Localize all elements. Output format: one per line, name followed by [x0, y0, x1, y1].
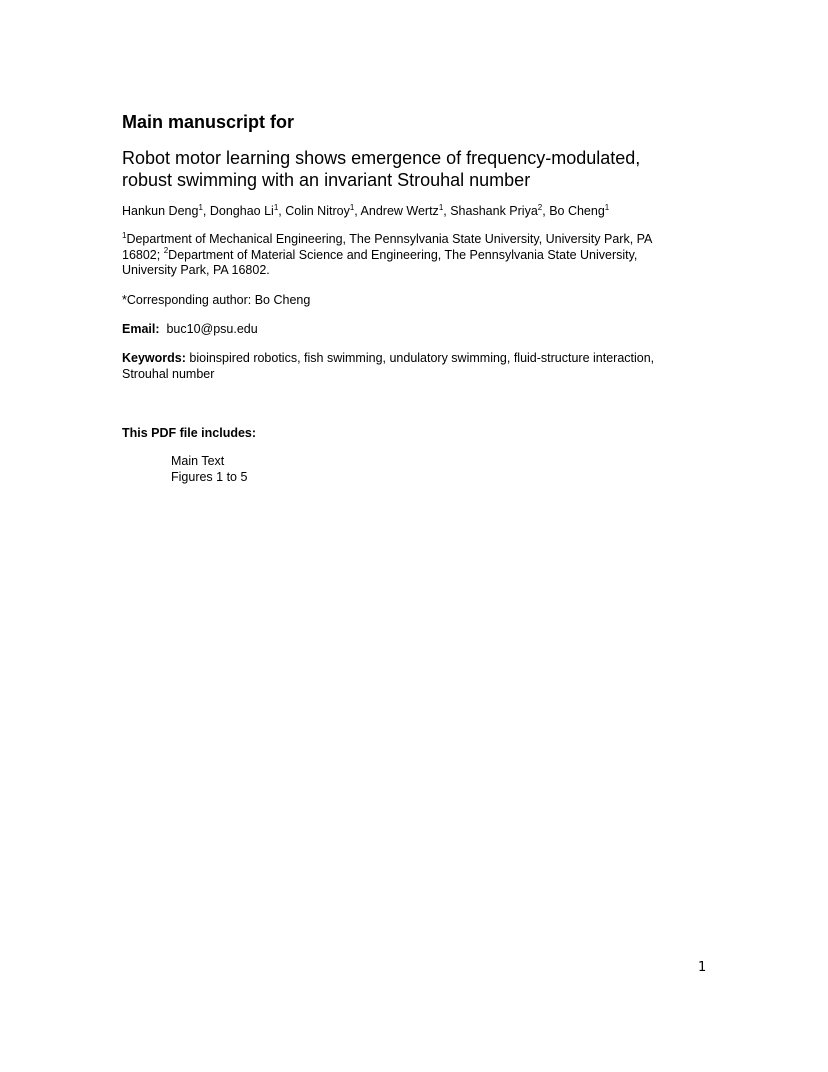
- email-address: buc10@psu.edu: [166, 322, 258, 336]
- keywords-text: bioinspired robotics, fish swimming, undulatory swimming, fluid-structure interaction,: [189, 351, 655, 365]
- affiliation-mark: 1: [604, 202, 610, 212]
- affiliation-line-3: University Park, PA 16802.: [122, 263, 270, 277]
- affiliation-mark: 1: [349, 202, 355, 212]
- affiliation-text: Department of Material Science and Engineering, The Pennsylvania State University,: [168, 247, 638, 262]
- author-name: Bo Cheng: [549, 204, 605, 218]
- includes-heading: This PDF file includes:: [122, 426, 257, 440]
- affiliation-text: 16802;: [122, 247, 164, 262]
- author-name: Colin Nitroy: [285, 204, 350, 218]
- manuscript-heading: Main manuscript for: [122, 112, 295, 132]
- corresponding-author: *Corresponding author: Bo Cheng: [122, 293, 311, 307]
- author-name: Shashank Priya: [450, 204, 538, 218]
- author-name: Donghao Li: [209, 204, 274, 218]
- affiliation-mark: 1: [273, 202, 279, 212]
- paper-title: [122, 147, 722, 191]
- author-name: Hankun Deng: [122, 204, 199, 218]
- author-name: Andrew Wertz: [360, 204, 439, 218]
- email-line: [122, 321, 258, 337]
- keywords: [122, 350, 722, 382]
- page-number: 1: [698, 960, 707, 975]
- email-label: Email:: [122, 322, 160, 336]
- affiliation-line-2: [122, 248, 712, 264]
- includes-list: [171, 453, 247, 485]
- affiliation-mark: 1: [198, 202, 203, 212]
- keywords-line-1: [122, 350, 722, 366]
- includes-item: Main Text: [171, 454, 225, 468]
- affiliation-mark: 2: [537, 202, 543, 212]
- affiliation-mark: 2: [163, 246, 169, 256]
- paper-title-line-2: robust swimming with an invariant Strouhal number: [122, 170, 531, 190]
- affiliation-line-1: [122, 232, 712, 248]
- keywords-label: Keywords:: [122, 351, 186, 365]
- affiliations: [122, 232, 712, 279]
- keywords-line-2: Strouhal number: [122, 367, 215, 381]
- paper-title-line-1: Robot motor learning shows emergence of frequency-modulated,: [122, 148, 641, 168]
- author-list: Hankun Deng$^1$, Donghao Li$^1$, Colin Nitroy$^1$, Andrew Wertz$^1$, Shashank Priya$^2$, Bo Cheng$^1$: [122, 202, 610, 218]
- affiliation-text: Department of Mechanical Engineering, The Pennsylvania State University, University Park, PA: [126, 232, 653, 246]
- includes-item: Figures 1 to 5: [171, 470, 248, 484]
- affiliation-mark: 1: [122, 230, 127, 240]
- affiliation-mark: 1: [438, 202, 444, 212]
